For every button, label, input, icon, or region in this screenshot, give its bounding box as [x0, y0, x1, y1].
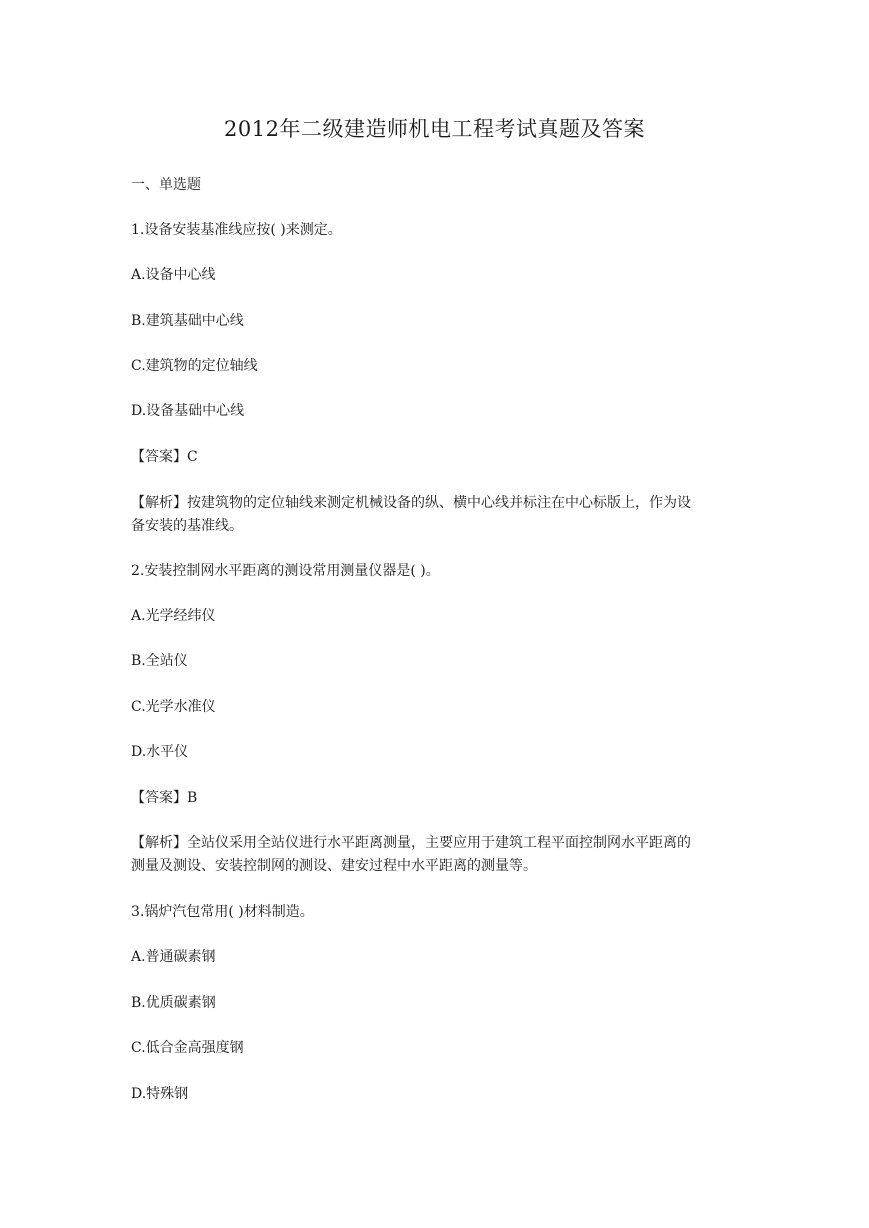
- document-title: 2012年二级建造师机电工程考试真题及答案: [224, 117, 645, 141]
- question-2-stem: 2.安装控制网水平距离的测设常用测量仪器是( )。: [131, 563, 440, 579]
- question-1-option-b: B.建筑基础中心线: [131, 313, 244, 329]
- question-2-analysis: [131, 832, 741, 878]
- question-1-analysis-line: 【解析】按建筑物的定位轴线来测定机械设备的纵、横中心线并标注在中心标版上，作为设: [131, 495, 691, 511]
- question-1-answer: 【答案】C: [131, 449, 198, 465]
- question-3-option-d: D.特殊钢: [131, 1086, 189, 1102]
- question-2-option-a: A.光学经纬仪: [131, 608, 216, 624]
- question-2-analysis-line: 测量及测设、安装控制网的测设、建安过程中水平距离的测量等。: [131, 858, 537, 874]
- question-3-option-c: C.低合金高强度钢: [131, 1040, 244, 1056]
- question-2-analysis-line: 【解析】全站仪采用全站仪进行水平距离测量，主要应用于建筑工程平面控制网水平距离的: [131, 835, 691, 851]
- question-3-stem: 3.锅炉汽包常用( )材料制造。: [131, 904, 314, 920]
- question-3-option-b: B.优质碳素钢: [131, 995, 216, 1011]
- question-1-analysis-line: 备安装的基准线。: [131, 518, 243, 534]
- question-2-answer: 【答案】B: [131, 790, 198, 806]
- question-2-option-d: D.水平仪: [131, 744, 189, 760]
- question-1-analysis: [131, 492, 741, 538]
- section-heading: 一、单选题: [131, 177, 201, 193]
- question-2-option-c: C.光学水准仪: [131, 699, 216, 715]
- question-1-option-c: C.建筑物的定位轴线: [131, 358, 258, 374]
- question-1-option-a: A.设备中心线: [131, 267, 216, 283]
- question-2-option-b: B.全站仪: [131, 653, 188, 669]
- question-1-option-d: D.设备基础中心线: [131, 403, 245, 419]
- question-3-option-a: A.普通碳素钢: [131, 949, 216, 965]
- question-1-stem: 1.设备安装基准线应按( )来测定。: [131, 222, 342, 238]
